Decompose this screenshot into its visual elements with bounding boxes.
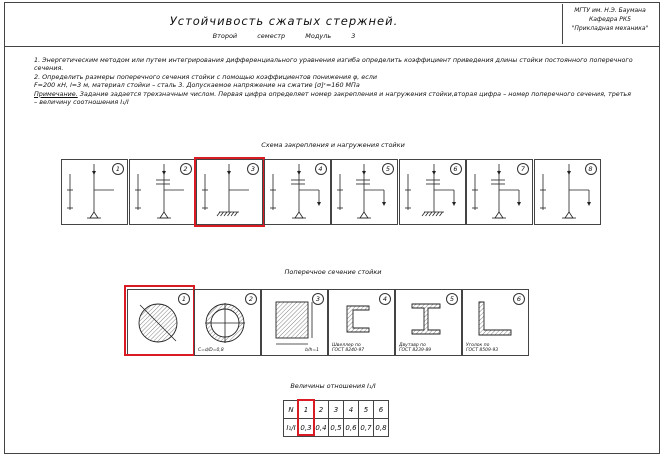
org-line: "Прикладная механика" (571, 25, 649, 32)
scheme-cell (399, 159, 466, 225)
scheme-number: 5 (382, 163, 394, 175)
section-note: Швеллер по ГОСТ 8240-97 (332, 343, 365, 353)
scheme-number: 3 (247, 163, 259, 175)
section-number: 1 (178, 293, 190, 305)
section-cell (261, 289, 328, 356)
note-text: Задание задается трехзначным числом. Первая цифра определяет номер закрепления и нагружения стойки,вторая цифра – номер поперечного сечения, третья – величину соотношения I₁/I (34, 89, 632, 107)
task-note (34, 90, 634, 107)
ratio-cell: 3 (329, 401, 344, 419)
sheet-title: Устойчивость сжатых стержней. (169, 14, 399, 28)
schemes-caption: Схема закрепления и нагружения стойки (261, 141, 405, 149)
task-item-2: 2. Определить размеры поперечного сечения стойки с помощью коэффициентов понижения φ, если (34, 72, 377, 81)
sheet-subtitle (6, 32, 562, 40)
section-number: 4 (379, 293, 391, 305)
section-number: 6 (513, 293, 525, 305)
scheme-number: 2 (180, 163, 192, 175)
ratio-cell: 0,3 (299, 419, 314, 437)
section-note: Двутавр по ГОСТ 8239-89 (399, 343, 432, 353)
ratio-cell: 4 (344, 401, 359, 419)
ratio-cell: 0,5 (329, 419, 344, 437)
section-number: 2 (245, 293, 257, 305)
scheme-cell (534, 159, 601, 225)
section-cell (395, 289, 462, 356)
note-label: Примечание. (34, 89, 78, 98)
scheme-cell (331, 159, 398, 225)
section-note: Уголок по ГОСТ 8509-93 (466, 343, 499, 353)
scheme-cell (264, 159, 331, 225)
section-cell (328, 289, 395, 356)
scheme-number: 6 (450, 163, 462, 175)
organization-block (563, 4, 657, 44)
ratio-cell: I₁/I (284, 419, 299, 437)
module-label: Модуль 3 (305, 32, 356, 40)
sections-caption: Поперечное сечение стойки (284, 268, 382, 276)
scheme-number: 4 (315, 163, 327, 175)
section-cell (462, 289, 529, 356)
ratio-cell: 5 (359, 401, 374, 419)
section-note: С=d/D=0,8 (198, 348, 224, 353)
scheme-cell (466, 159, 533, 225)
task-item-2-params: F=200 кН, l=3 м, материал стойки – сталь 3. Допускаемое напряжение на сжатие [σ]ᶜ=160 МПа (34, 81, 360, 90)
section-number: 5 (446, 293, 458, 305)
section-note: b/h=1 (305, 348, 319, 353)
scheme-selection-highlight (194, 157, 265, 227)
task-item-1: 1. Энергетическим методом или путем интегрирования дифференциального уравнения изгиба определить коэффициент приведения длины стойки постоянного поперечного сечения. (34, 56, 633, 73)
ratio-cell: 0,7 (359, 419, 374, 437)
semester-label: Второй семестр (212, 32, 286, 40)
scheme-number: 8 (585, 163, 597, 175)
title-block (6, 4, 563, 44)
ratio-cell: 1 (299, 401, 314, 419)
scheme-cell (61, 159, 128, 225)
ratio-cell: 6 (374, 401, 389, 419)
ratio-cell: N (284, 401, 299, 419)
header-divider (4, 46, 660, 47)
ratio-cell: 0,4 (314, 419, 329, 437)
scheme-cell (129, 159, 196, 225)
ratio-selection-highlight (297, 399, 315, 436)
section-number: 3 (312, 293, 324, 305)
ratio-cell: 2 (314, 401, 329, 419)
org-line: МГТУ им. Н.Э. Баумана (574, 7, 646, 14)
scheme-number: 1 (112, 163, 124, 175)
section-cell (194, 289, 261, 356)
ratio-cell: 0,6 (344, 419, 359, 437)
task-text (34, 56, 634, 106)
ratio-cell: 0,8 (374, 419, 389, 437)
ratio-caption: Величины отношения I₁/I (290, 382, 376, 390)
scheme-number: 7 (517, 163, 529, 175)
org-line: Кафедра РК5 (589, 16, 631, 23)
section-selection-highlight (124, 285, 195, 356)
